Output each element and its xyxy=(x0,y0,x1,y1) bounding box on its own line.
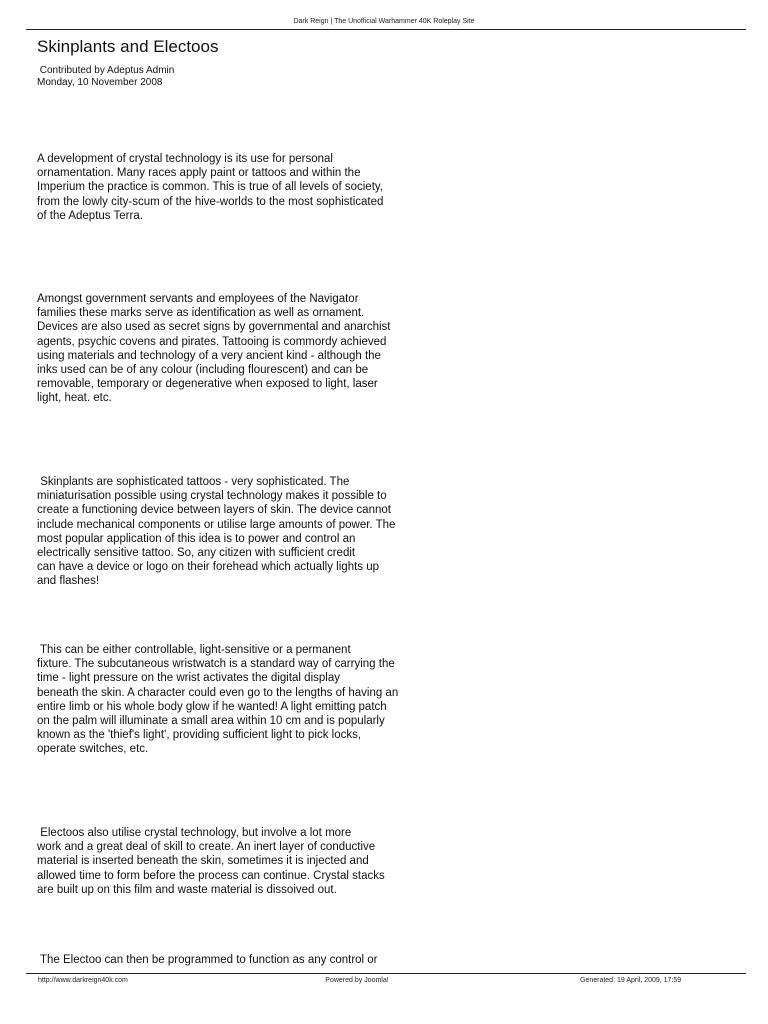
text-line: Skinplants are sophisticated tattoos - very sophisticated. The xyxy=(37,476,350,488)
text-line: time - light pressure on the wrist activates the digital display xyxy=(37,672,340,685)
text-line: known as the 'thief's light', providing sufficient light to pick locks, xyxy=(37,729,362,742)
text-line: can have a device or logo on their forehead which actually lights up xyxy=(37,561,380,574)
text-line: removable, temporary or degenerative when exposed to light, laser xyxy=(37,378,378,391)
article-date: Monday, 10 November 2008 xyxy=(37,77,163,88)
paragraph-2 xyxy=(37,292,457,406)
running-header: Dark Reign | The Unofficial Warhammer 40K Roleplay Site xyxy=(293,18,475,25)
paragraph-1 xyxy=(37,152,457,223)
text-line: work and a great deal of skill to create. An inert layer of conductive xyxy=(37,841,376,854)
text-line: material is inserted beneath the skin, sometimes it is injected and xyxy=(37,855,369,868)
text-line: Amongst government servants and employees of the Navigator xyxy=(37,293,359,305)
paragraph-3 xyxy=(37,475,457,589)
header-rule xyxy=(26,29,746,30)
text-line: This can be either controllable, light-sensitive or a permanent xyxy=(37,644,351,656)
text-line: A development of crystal technology is its use for personal xyxy=(37,153,333,165)
text-line: and flashes! xyxy=(37,575,100,588)
text-line: create a functioning device between layers of skin. The device cannot xyxy=(37,504,391,517)
paragraph-6 xyxy=(37,953,457,967)
text-line: most popular application of this idea is to power and control an xyxy=(37,532,356,545)
text-line: are built up on this film and waste material is dissoived out. xyxy=(37,883,337,896)
text-line: electrically sensitive tattoo. So, any citizen with sufficient credit xyxy=(37,547,356,560)
paragraph-5 xyxy=(37,826,457,897)
footer-rule xyxy=(26,973,746,974)
text-line: entire limb or his whole body glow if he wanted! A light emitting patch xyxy=(37,700,387,713)
text-line: light, heat. etc. xyxy=(37,392,112,405)
text-line: operate switches, etc. xyxy=(37,743,149,756)
text-line: ornamentation. Many races apply paint or tattoos and within the xyxy=(37,167,361,180)
text-line: using materials and technology of a very ancient kind - although the xyxy=(37,349,381,362)
text-line: beneath the skin. A character could even go to the lengths of having an xyxy=(37,686,399,699)
text-line: inks used can be of any colour (including flourescent) and can be xyxy=(37,364,369,377)
text-line: fixture. The subcutaneous wristwatch is a standard way of carrying the xyxy=(37,658,395,671)
article-author: Contributed by Adeptus Admin xyxy=(37,65,175,76)
text-line: Imperium the practice is common. This is true of all levels of society, xyxy=(37,181,383,194)
text-line: Devices are also used as secret signs by governmental and anarchist xyxy=(37,321,391,334)
text-line: of the Adeptus Terra. xyxy=(37,209,143,222)
text-line: from the lowly city-scum of the hive-worlds to the most sophisticated xyxy=(37,195,384,208)
text-line: Electoos also utilise crystal technology, but involve a lot more xyxy=(37,827,352,839)
text-line: families these marks serve as identification as well as ornament. xyxy=(37,307,365,320)
footer-site-link[interactable]: http://www.darkreign40k.com xyxy=(38,977,128,984)
text-line: The Electoo can then be programmed to function as any control or xyxy=(37,954,378,966)
paragraph-4 xyxy=(37,643,457,757)
text-line: allowed time to form before the process can continue. Crystal stacks xyxy=(37,869,385,882)
text-line: miniaturisation possible using crystal technology makes it possible to xyxy=(37,490,387,503)
text-line: include mechanical components or utilise large amounts of power. The xyxy=(37,518,396,531)
text-line: on the palm will illuminate a small area within 10 cm and is popularly xyxy=(37,715,385,728)
footer-powered-by: Powered by Joomla! xyxy=(325,977,389,984)
footer-generated-date: Generated: 19 April, 2009, 17:59 xyxy=(580,977,682,984)
article-title: Skinplants and Electoos xyxy=(37,37,219,56)
text-line: agents, psychic covens and pirates. Tattooing is commordy achieved xyxy=(37,335,387,348)
